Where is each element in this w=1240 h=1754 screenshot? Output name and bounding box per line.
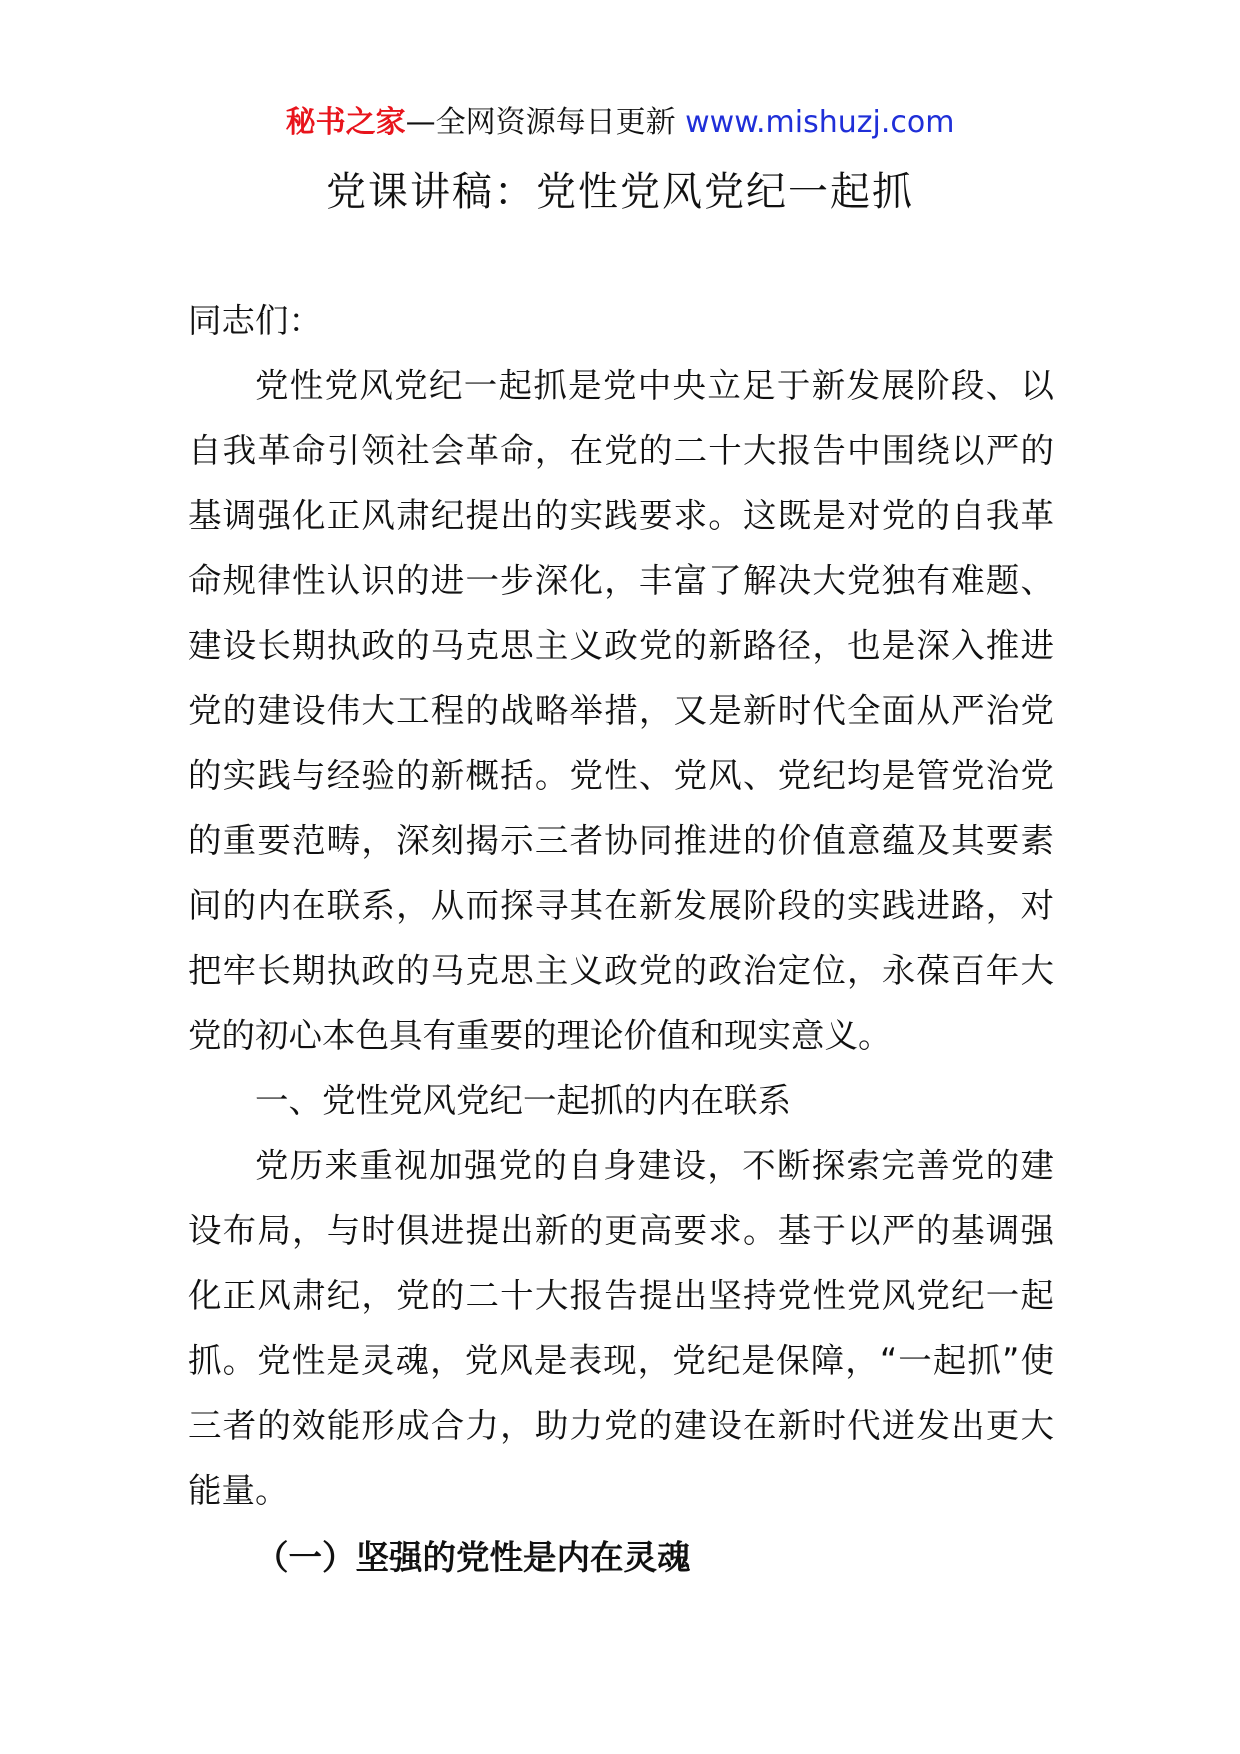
site-header bbox=[0, 100, 1240, 146]
header-tagline: —全网资源每日更新 bbox=[405, 105, 686, 140]
sub-heading: （一）坚强的党性是内在灵魂 bbox=[255, 1538, 691, 1577]
section-heading: 一、党性党风党纪一起抓的内在联系 bbox=[255, 1081, 791, 1120]
salutation: 同志们： bbox=[188, 301, 322, 340]
brand-name: 秘书之家 bbox=[285, 105, 406, 140]
paragraph-intro: 党性党风党纪一起抓是党中央立足于新发展阶段、以自我革命引领社会革命，在党的二十大报告中围绕以严的基调强化正风肃纪提出的实践要求。这既是对党的自我革命规律性认识的进一步深化，丰富了解决大党独有难题、建设长期执政的马克思主义政党的新路径，也是深入推进党的建设伟大工程的战略举措，又是新时代全面从严治党的实践与经验的新概括。党性、党风、党纪均是管党治党的重要范畴，深刻揭示三者协同推进的价值意蕴及其要素间的内在联系，从而探寻其在新发展阶段的实践进路，对把牢长期执政的马克思主义政党的政治定位，永葆百年大党的初心本色具有重要的理论价值和现实意义。 bbox=[188, 366, 1054, 1055]
document-title: 党课讲稿：党性党风党纪一起抓 bbox=[326, 169, 914, 215]
paragraph-section-one: 党历来重视加强党的自身建设，不断探索完善党的建设布局，与时俱进提出新的更高要求。基于以严的基调强化正风肃纪，党的二十大报告提出坚持党性党风党纪一起抓。党性是灵魂，党风是表现，党纪是保障，“一起抓”使三者的效能形成合力，助力党的建设在新时代迸发出更大能量。 bbox=[188, 1146, 1054, 1510]
site-url-link[interactable]: www.mishuzj.com bbox=[685, 105, 955, 140]
